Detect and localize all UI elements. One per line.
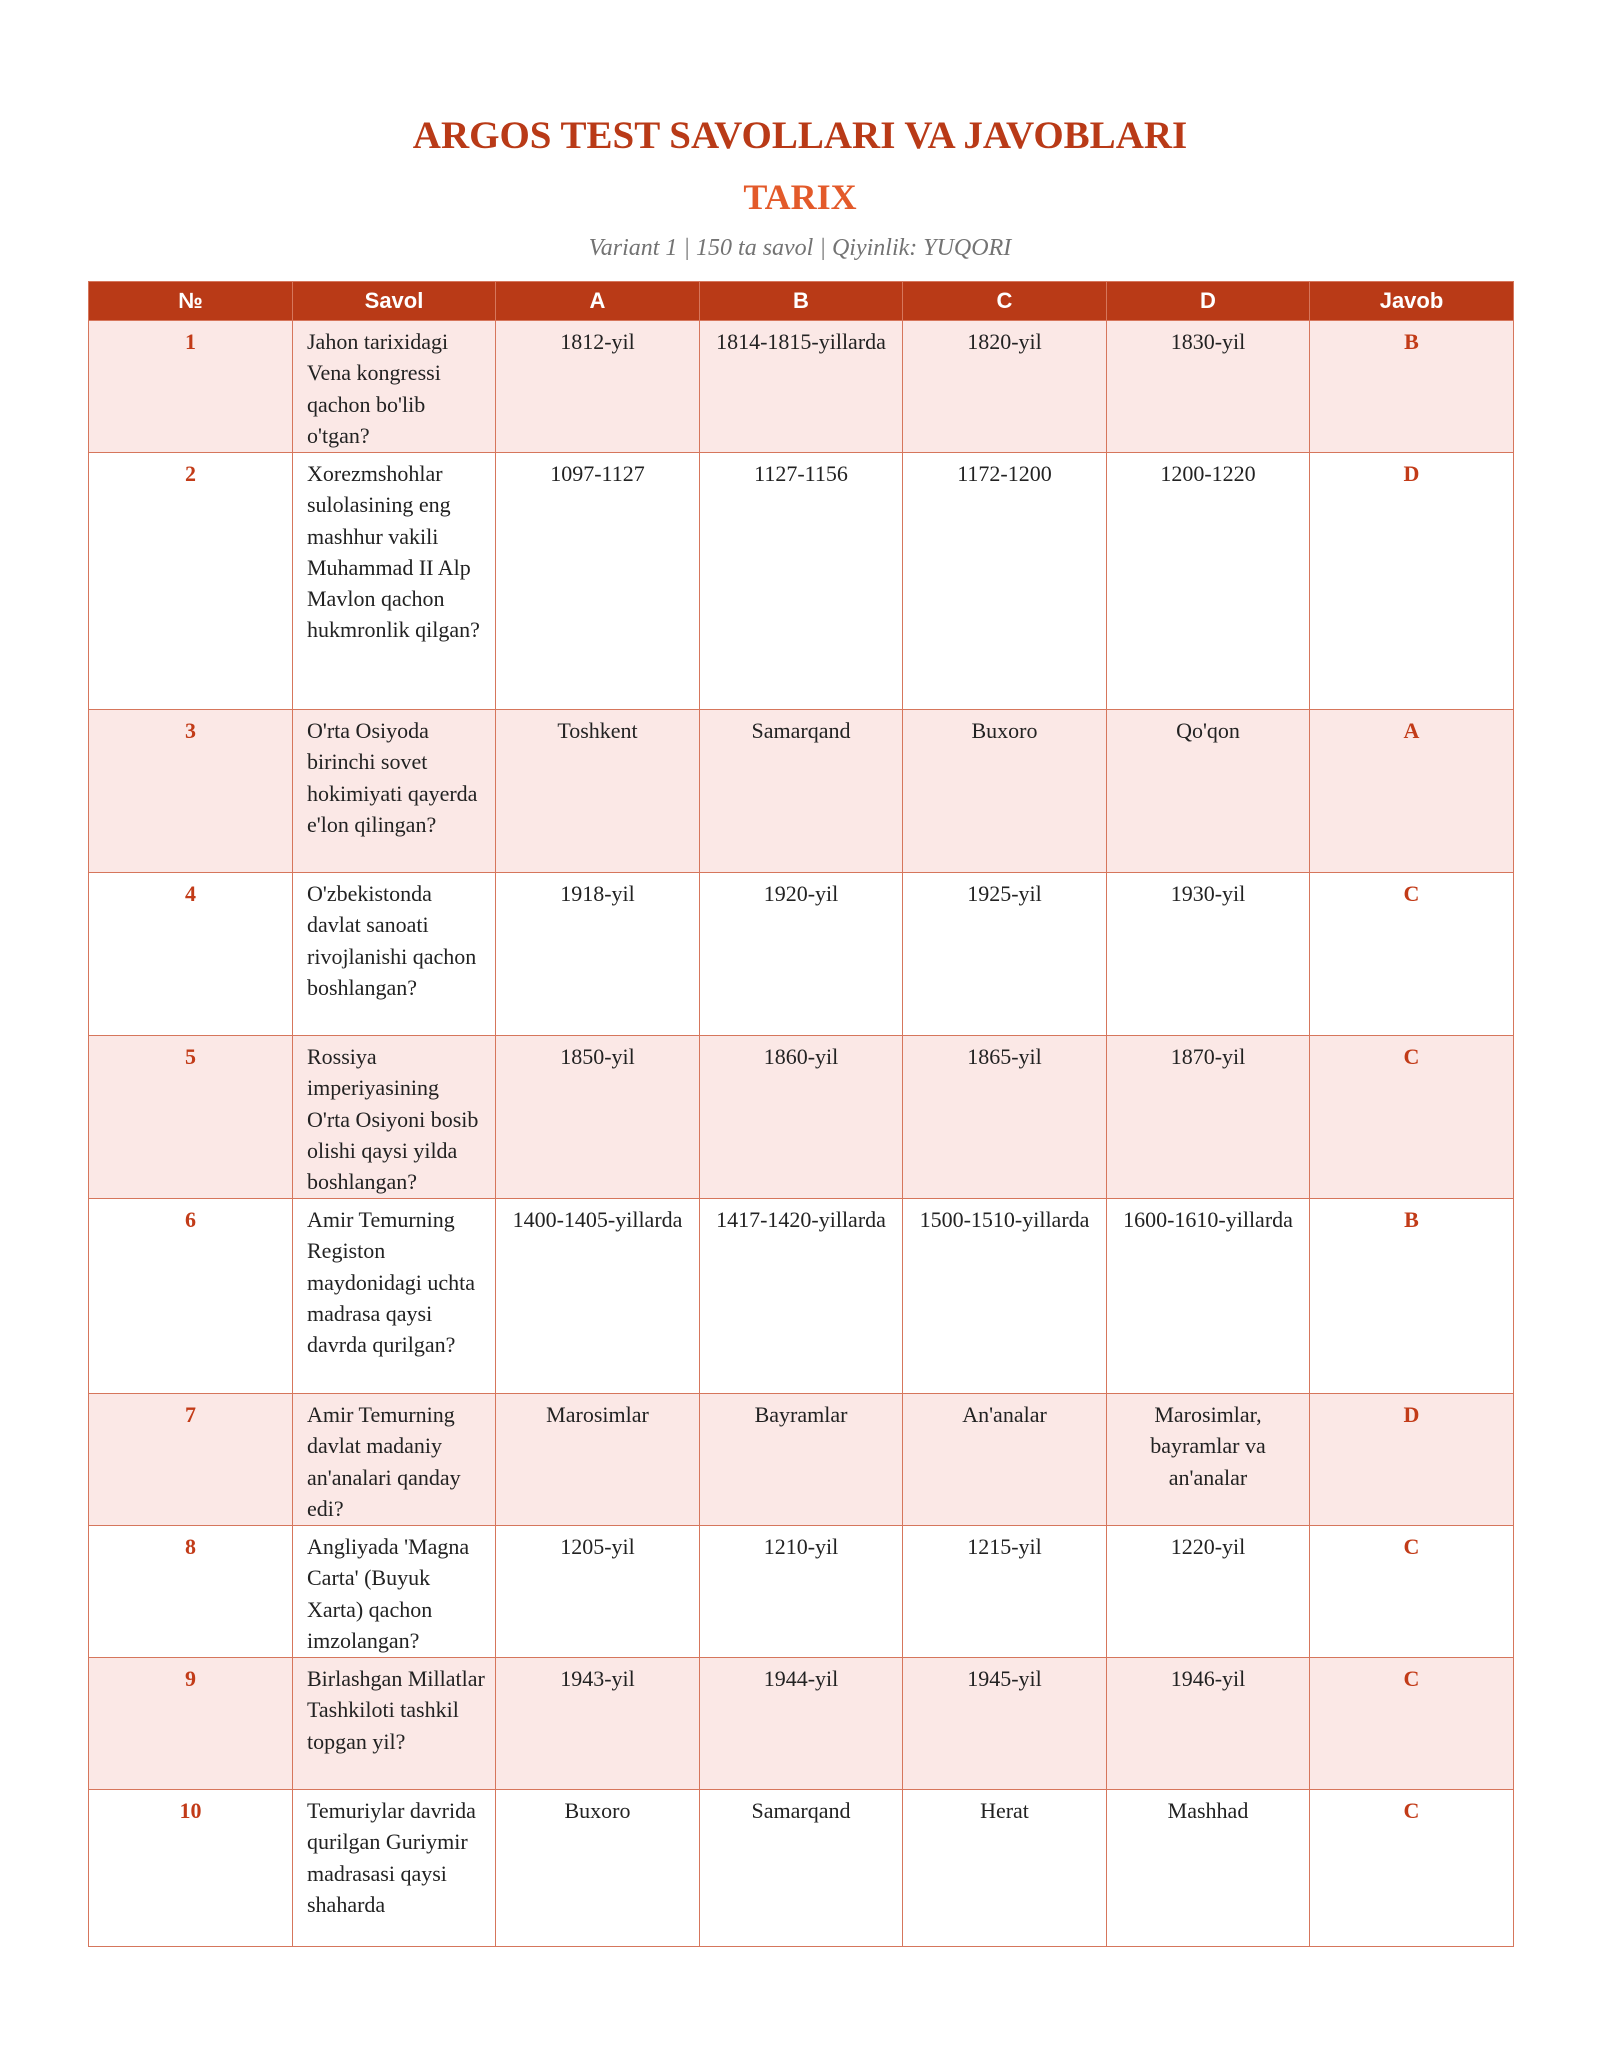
option-a: 1812-yil: [496, 321, 700, 453]
question-text: Xorezmshohlar sulolasining eng mashhur vakili Muhammad II Alp Mavlon qachon hukmronlik qilgan?: [293, 453, 496, 710]
option-b: Samarqand: [700, 710, 903, 873]
table-row: [89, 1658, 1514, 1790]
option-c: 1945-yil: [903, 1658, 1107, 1790]
table-row: [89, 453, 1514, 710]
option-c: 1865-yil: [903, 1036, 1107, 1199]
option-c: 1172-1200: [903, 453, 1107, 710]
option-a: 1943-yil: [496, 1658, 700, 1790]
question-number: 2: [89, 453, 293, 710]
option-b: 1127-1156: [700, 453, 903, 710]
question-number: 3: [89, 710, 293, 873]
table-row: [89, 1526, 1514, 1658]
option-b: 1814-1815-yillarda: [700, 321, 903, 453]
option-c: An'analar: [903, 1394, 1107, 1526]
option-a: 1400-1405-yillarda: [496, 1199, 700, 1394]
option-a: Buxoro: [496, 1790, 700, 1947]
option-b: 1860-yil: [700, 1036, 903, 1199]
question-text: Temuriylar davrida qurilgan Guriymir madrasasi qaysi shaharda: [293, 1790, 496, 1947]
option-a: 1850-yil: [496, 1036, 700, 1199]
column-header-b: B: [700, 282, 903, 321]
questions-table: [88, 281, 1514, 1947]
column-header-answer: Javob: [1310, 282, 1514, 321]
subject-title: TARIX: [743, 177, 857, 217]
table-row: [89, 1394, 1514, 1526]
option-d: 1220-yil: [1107, 1526, 1310, 1658]
option-d: 1830-yil: [1107, 321, 1310, 453]
question-text: Jahon tarixidagi Vena kongressi qachon bo'lib o'tgan?: [293, 321, 496, 453]
column-header-d: D: [1107, 282, 1310, 321]
question-number: 10: [89, 1790, 293, 1947]
column-header-question: Savol: [293, 282, 496, 321]
correct-answer: A: [1310, 710, 1514, 873]
option-d: 1870-yil: [1107, 1036, 1310, 1199]
question-text: Rossiya imperiyasining O'rta Osiyoni bosib olishi qaysi yilda boshlangan?: [293, 1036, 496, 1199]
column-header-a: A: [496, 282, 700, 321]
question-text: O'rta Osiyoda birinchi sovet hokimiyati qayerda e'lon qilingan?: [293, 710, 496, 873]
option-d: 1930-yil: [1107, 873, 1310, 1036]
question-text: Amir Temurning davlat madaniy an'analari qanday edi?: [293, 1394, 496, 1526]
column-header-number: №: [89, 282, 293, 321]
correct-answer: C: [1310, 873, 1514, 1036]
table-row: [89, 710, 1514, 873]
option-c: Buxoro: [903, 710, 1107, 873]
document-title: ARGOS TEST SAVOLLARI VA JAVOBLARI: [412, 114, 1188, 157]
question-number: 6: [89, 1199, 293, 1394]
option-c: 1925-yil: [903, 873, 1107, 1036]
option-b: 1944-yil: [700, 1658, 903, 1790]
option-c: 1820-yil: [903, 321, 1107, 453]
question-number: 1: [89, 321, 293, 453]
option-d: 1600-1610-yillarda: [1107, 1199, 1310, 1394]
question-text: Birlashgan Millatlar Tashkiloti tashkil topgan yil?: [293, 1658, 496, 1790]
option-d: 1946-yil: [1107, 1658, 1310, 1790]
table-row: [89, 1199, 1514, 1394]
option-a: 1918-yil: [496, 873, 700, 1036]
option-a: 1205-yil: [496, 1526, 700, 1658]
option-a: 1097-1127: [496, 453, 700, 710]
option-b: 1417-1420-yillarda: [700, 1199, 903, 1394]
table-row: [89, 1790, 1514, 1947]
question-text: Angliyada 'Magna Carta' (Buyuk Xarta) qachon imzolangan?: [293, 1526, 496, 1658]
option-d: 1200-1220: [1107, 453, 1310, 710]
table-row: [89, 873, 1514, 1036]
correct-answer: D: [1310, 1394, 1514, 1526]
option-a: Marosimlar: [496, 1394, 700, 1526]
column-header-c: C: [903, 282, 1107, 321]
option-b: 1210-yil: [700, 1526, 903, 1658]
table-row: [89, 1036, 1514, 1199]
correct-answer: B: [1310, 321, 1514, 453]
option-c: 1500-1510-yillarda: [903, 1199, 1107, 1394]
correct-answer: C: [1310, 1658, 1514, 1790]
correct-answer: C: [1310, 1790, 1514, 1947]
option-d: Qo'qon: [1107, 710, 1310, 873]
option-b: Bayramlar: [700, 1394, 903, 1526]
table-row: [89, 321, 1514, 453]
question-text: Amir Temurning Registon maydonidagi uchta madrasa qaysi davrda qurilgan?: [293, 1199, 496, 1394]
question-number: 5: [89, 1036, 293, 1199]
question-text: O'zbekistonda davlat sanoati rivojlanishi qachon boshlangan?: [293, 873, 496, 1036]
variant-info: Variant 1 | 150 ta savol | Qiyinlik: YUQORI: [588, 235, 1012, 261]
question-number: 8: [89, 1526, 293, 1658]
correct-answer: C: [1310, 1036, 1514, 1199]
option-c: Herat: [903, 1790, 1107, 1947]
correct-answer: B: [1310, 1199, 1514, 1394]
option-b: 1920-yil: [700, 873, 903, 1036]
option-b: Samarqand: [700, 1790, 903, 1947]
option-c: 1215-yil: [903, 1526, 1107, 1658]
question-number: 7: [89, 1394, 293, 1526]
option-d: Marosimlar, bayramlar va an'analar: [1107, 1394, 1310, 1526]
correct-answer: D: [1310, 453, 1514, 710]
table-header-row: [89, 282, 1514, 321]
question-number: 4: [89, 873, 293, 1036]
question-number: 9: [89, 1658, 293, 1790]
option-a: Toshkent: [496, 710, 700, 873]
correct-answer: C: [1310, 1526, 1514, 1658]
option-d: Mashhad: [1107, 1790, 1310, 1947]
